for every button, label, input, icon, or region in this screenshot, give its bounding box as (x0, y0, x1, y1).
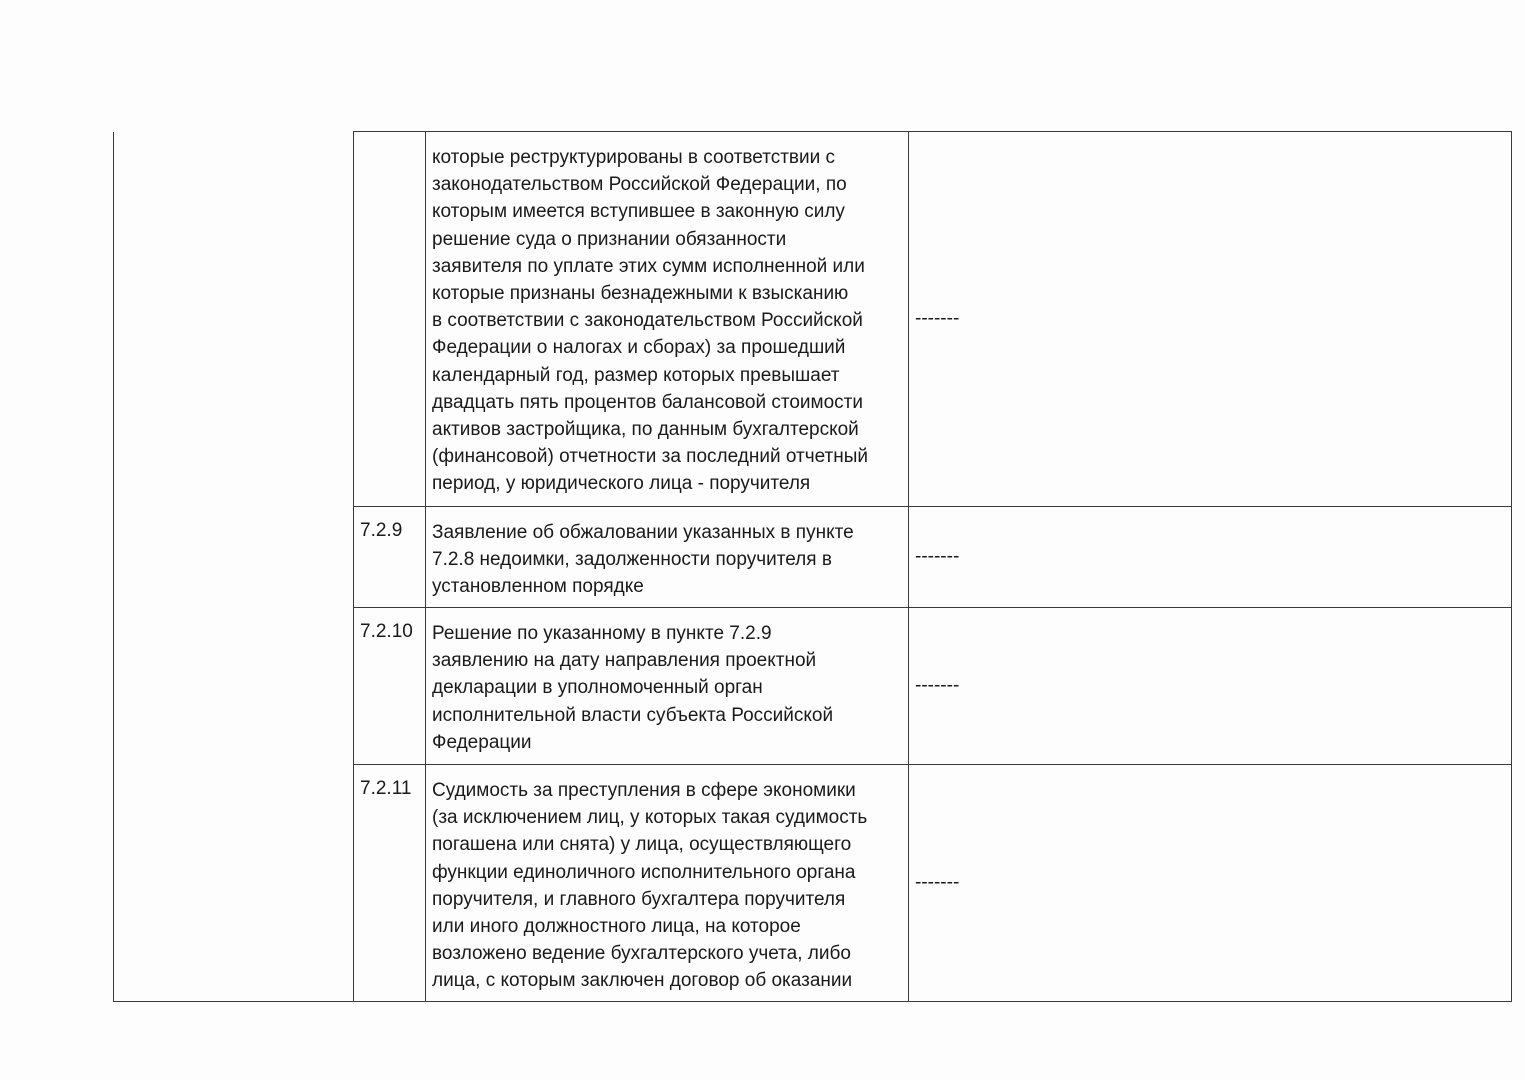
item-number-cell (354, 507, 426, 608)
section-cell (114, 132, 354, 1002)
item-value-cell (909, 608, 1512, 765)
item-value-cell (909, 507, 1512, 608)
item-value: ------- (915, 308, 960, 330)
item-description-cell (426, 132, 909, 507)
item-value: ------- (915, 675, 960, 697)
item-description-cell (426, 765, 909, 1002)
item-description: Заявление об обжаловании указанных в пункте 7.2.8 недоимки, задолженности поручителя в установленном порядке (432, 522, 854, 598)
item-description: которые реструктурированы в соответствии с законодательством Российской Федерации, по которым имеется вступившее в законную силу решение суда о признании обязанности заявителя по уплате этих сумм исполненной или которые признаны безнадежными к взысканию в соответствии с законодательством Российской Федерации о налогах и сборах) за прошедший календарный год, размер которых превышает двадцать пять процентов балансовой стоимости активов застройщика, по данным бухгалтерской (финансовой) отчетности за последний отчетный период, у юридического лица - поручителя (432, 147, 868, 495)
item-number: 7.2.11 (360, 778, 412, 799)
item-value: ------- (915, 546, 960, 568)
item-number-cell (354, 608, 426, 765)
item-value: ------- (915, 872, 960, 894)
item-value-cell (909, 765, 1512, 1002)
item-description: Судимость за преступления в сфере экономики (за исключением лиц, у которых такая судимость погашена или снята) у лица, осуществляющего функции единоличного исполнительного органа поручителя, и главного бухгалтера поручителя или иного должностного лица, на которое возложено ведение бухгалтерского учета, либо лица, с которым заключен договор об оказании (432, 780, 868, 992)
item-number-cell (354, 132, 426, 507)
table-row (114, 132, 1512, 507)
declaration-table (113, 131, 1512, 1002)
item-number: 7.2.9 (360, 520, 403, 541)
item-description: Решение по указанному в пункте 7.2.9 заявлению на дату направления проектной декларации в уполномоченный орган исполнительной власти субъекта Российской Федерации (432, 623, 834, 753)
item-number-cell (354, 765, 426, 1002)
item-description-cell (426, 507, 909, 608)
item-value-cell (909, 132, 1512, 507)
item-number (354, 132, 425, 148)
item-number: 7.2.10 (360, 621, 413, 642)
item-description-cell (426, 608, 909, 765)
